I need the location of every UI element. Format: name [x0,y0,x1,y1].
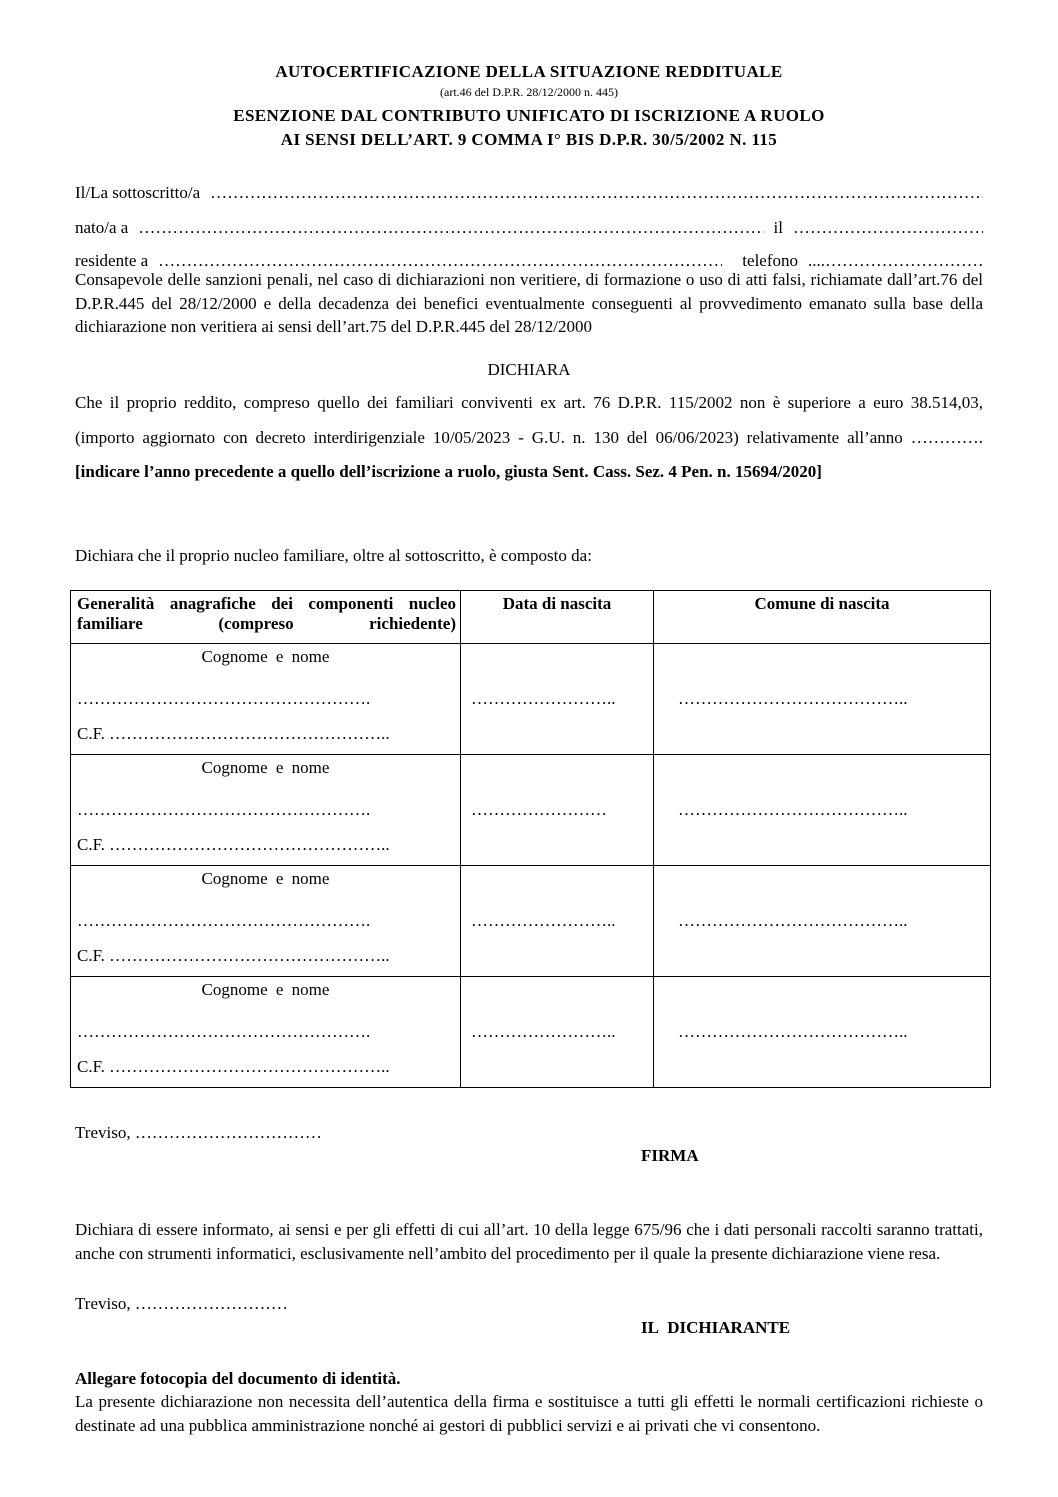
cognome-label: Cognome e nome [201,869,330,888]
residente-label: residente a [75,251,149,270]
header-generalita: Generalità anagrafiche dei componenti nucleo familiare (compreso richiedente) [71,591,461,644]
data-nascita-cell[interactable]: …………………… [471,800,607,819]
dichiara-heading: DICHIARA [487,360,571,379]
comune-nascita-cell[interactable]: ………………………………….. [678,800,908,819]
dichiarante-label: IL DICHIARANTE [641,1318,791,1337]
sottoscritto-field[interactable] [210,183,983,203]
treviso-date-2[interactable]: Treviso, ……………………… [75,1294,288,1313]
consapevole-paragraph: Consapevole delle sanzioni penali, nel caso di dichiarazioni non veritiere, di formazione o uso di atti falsi, richiamate dall’art.76 del D.P.R.445 del 28/12/2000 e della decadenza dei benefici eventualmente conseguenti al provvedimento emanato sulla base della dichiarazione non veritiera ai sensi dell’art.75 del D.P.R.445 del 28/12/2000 [75,270,983,336]
data-nascita-cell[interactable]: …………………….. [471,689,616,708]
family-table [70,590,991,1088]
cognome-label: Cognome e nome [201,647,330,666]
comune-nascita-cell[interactable]: ………………………………….. [678,911,908,930]
header-comune-nascita: Comune di nascita [654,591,991,644]
nome-field[interactable]: ……………………………………………. [77,911,371,930]
document-title: AUTOCERTIFICAZIONE DELLA SITUAZIONE REDDITUALE [275,62,783,81]
table-row [71,755,991,866]
cognome-label: Cognome e nome [201,980,330,999]
sottoscritto-row [75,183,983,203]
cf-field[interactable]: C.F. ………………………………………….. [77,835,390,854]
sottoscritto-label: Il/La sottoscritto/a [75,183,201,202]
family-table-header [71,591,991,644]
comune-nascita-cell[interactable]: ………………………………….. [678,1022,908,1041]
nome-field[interactable]: ……………………………………………. [77,1022,371,1041]
table-row [71,644,991,755]
table-row [71,866,991,977]
document-heading-line-3: AI SENSI DELL’ART. 9 COMMA I° BIS D.P.R. 30/5/2002 N. 115 [280,130,778,149]
data-nascita-cell[interactable]: …………………….. [471,911,616,930]
firma-label: FIRMA [641,1146,699,1165]
final-note-paragraph: La presente dichiarazione non necessita dell’autentica della firma e sostituisce a tutti gli effetti le normali certificazioni richieste o destinate ad una pubblica amministrazione nonché ai gestori di pubblici servizi e ai privati che vi consentono. [75,1392,983,1435]
nome-field[interactable]: ……………………………………………. [77,689,371,708]
il-label: il [773,218,783,237]
reddito-text: Che il proprio reddito, compreso quello dei familiari conviventi ex art. 76 D.P.R. 115/2002 non è superiore a euro 38.514,03, (importo aggiornato con decreto interdirigenziale 10/05/2023 - G.U. n. 130 del 06/06/2023) relativamente all’anno …………. [75,393,983,447]
telefono-label: telefono [742,251,798,270]
data-nascita-cell[interactable]: …………………….. [471,1022,616,1041]
data-nascita-field[interactable] [793,218,983,238]
nome-field[interactable]: ……………………………………………. [77,800,371,819]
document-subtitle: (art.46 del D.P.R. 28/12/2000 n. 445) [440,85,618,99]
table-row [71,977,991,1088]
cf-field[interactable]: C.F. ………………………………………….. [77,724,390,743]
reddito-note: [indicare l’anno precedente a quello dell’iscrizione a ruolo, giusta Sent. Cass. Sez. 4 Pen. n. 15694/2020] [75,462,822,481]
document-heading-line-2: ESENZIONE DAL CONTRIBUTO UNIFICATO DI ISCRIZIONE A RUOLO [233,106,825,125]
cognome-label: Cognome e nome [201,758,330,777]
nato-label: nato/a a [75,218,129,237]
luogo-nascita-field[interactable] [138,218,763,238]
allegare-note: Allegare fotocopia del documento di identità. [75,1369,401,1388]
privacy-paragraph: Dichiara di essere informato, ai sensi e per gli effetti di cui all’art. 10 della legge 675/96 che i dati personali raccolti saranno trattati, anche con strumenti informatici, esclusivamente nell’ambito del procedimento per il quale la presente dichiarazione viene resa. [75,1220,983,1263]
nucleo-intro: Dichiara che il proprio nucleo familiare, oltre al sottoscritto, è composto da: [75,546,592,565]
cf-field[interactable]: C.F. ………………………………………….. [77,1057,390,1076]
header-data-nascita: Data di nascita [461,591,654,644]
treviso-date-1[interactable]: Treviso, …………………………… [75,1123,322,1142]
cf-field[interactable]: C.F. ………………………………………….. [77,946,390,965]
nascita-row [75,218,983,238]
comune-nascita-cell[interactable]: ………………………………….. [678,689,908,708]
telefono-prefix: .... [808,251,825,270]
reddito-paragraph [75,386,983,490]
